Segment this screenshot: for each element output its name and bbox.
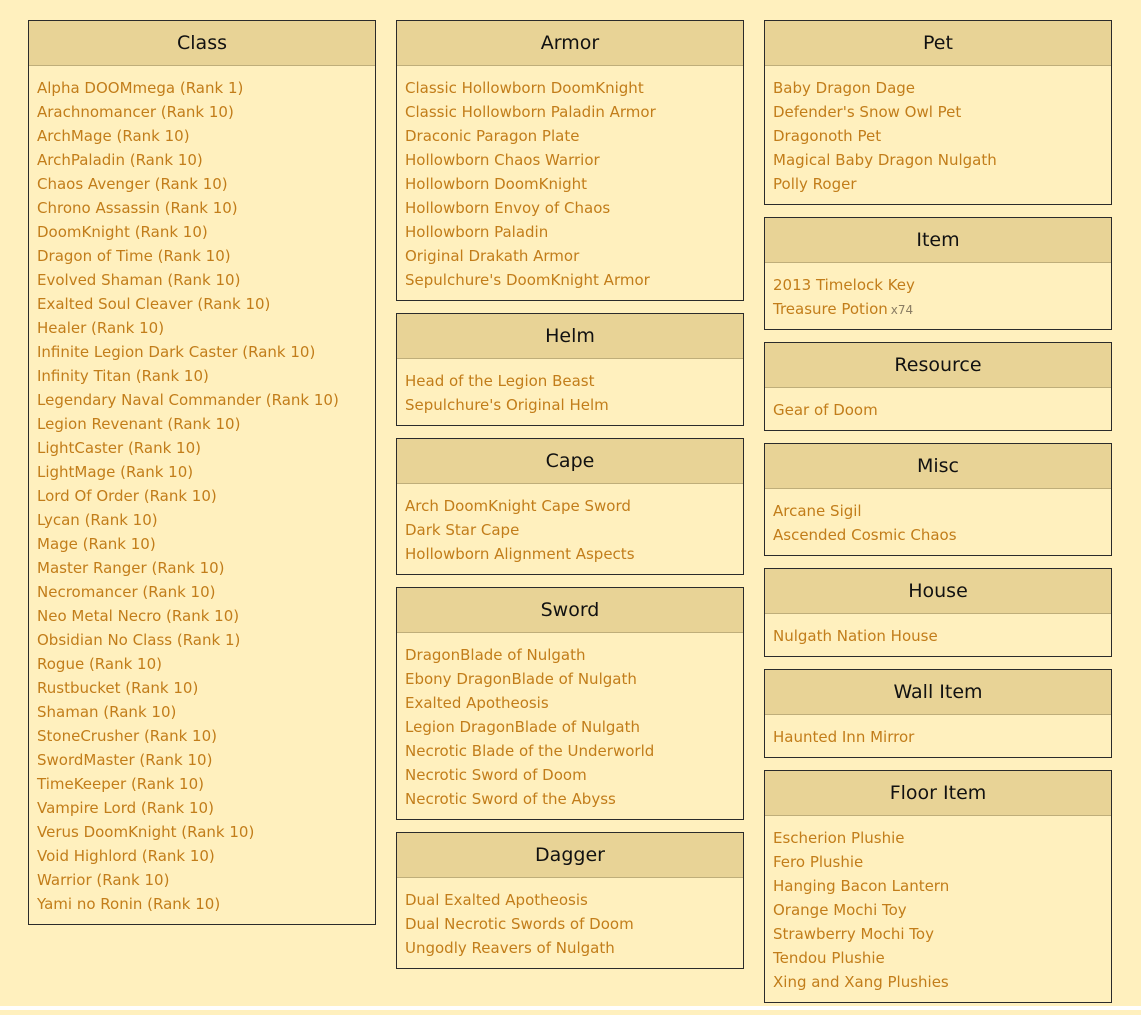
item-label[interactable]: Chrono Assassin (Rank 10) — [37, 199, 238, 217]
panel-title-misc: Misc — [765, 444, 1111, 489]
item-label[interactable]: 2013 Timelock Key — [773, 276, 915, 294]
item-label[interactable]: Magical Baby Dragon Nulgath — [773, 151, 997, 169]
item-link[interactable] — [37, 508, 367, 532]
panel-title-helm: Helm — [397, 314, 743, 359]
item-label[interactable]: Legion Revenant (Rank 10) — [37, 415, 241, 433]
item-label[interactable]: Rogue (Rank 10) — [37, 655, 162, 673]
item-quantity: x74 — [890, 303, 914, 317]
item-label[interactable]: Draconic Paragon Plate — [405, 127, 580, 145]
panel-title-pet: Pet — [765, 21, 1111, 66]
item-link[interactable] — [37, 580, 367, 604]
item-label[interactable]: Nulgath Nation House — [773, 627, 938, 645]
item-link[interactable] — [405, 76, 735, 100]
panel-list-misc — [765, 489, 1111, 555]
item-label[interactable]: Legion DragonBlade of Nulgath — [405, 718, 640, 736]
item-link[interactable] — [773, 624, 1103, 648]
item-label[interactable]: Arch DoomKnight Cape Sword — [405, 497, 631, 515]
item-label[interactable]: Dual Necrotic Swords of Doom — [405, 915, 634, 933]
item-link[interactable] — [37, 244, 367, 268]
panel-title-sword: Sword — [397, 588, 743, 633]
item-link[interactable] — [405, 787, 735, 811]
item-link[interactable] — [405, 936, 735, 960]
panel-cape — [396, 438, 744, 575]
panel-list-pet — [765, 66, 1111, 204]
panel-armor — [396, 20, 744, 301]
panel-pet — [764, 20, 1112, 205]
item-link[interactable] — [37, 676, 367, 700]
item-label[interactable]: Classic Hollowborn DoomKnight — [405, 79, 644, 97]
item-link[interactable] — [773, 850, 1103, 874]
item-label[interactable]: Healer (Rank 10) — [37, 319, 165, 337]
item-label[interactable]: Baby Dragon Dage — [773, 79, 916, 97]
item-label[interactable]: Original Drakath Armor — [405, 247, 580, 265]
panel-title-cape: Cape — [397, 439, 743, 484]
item-link[interactable] — [773, 898, 1103, 922]
item-link[interactable] — [37, 412, 367, 436]
panel-resource — [764, 342, 1112, 431]
item-label[interactable]: LightCaster (Rank 10) — [37, 439, 201, 457]
panel-helm — [396, 313, 744, 426]
item-link[interactable] — [405, 268, 735, 292]
panel-list-wall-item — [765, 715, 1111, 757]
item-label[interactable]: Hollowborn Paladin — [405, 223, 549, 241]
item-label[interactable]: Infinite Legion Dark Caster (Rank 10) — [37, 343, 316, 361]
item-link[interactable] — [37, 844, 367, 868]
item-link[interactable] — [405, 542, 735, 566]
item-label[interactable]: ArchPaladin (Rank 10) — [37, 151, 203, 169]
item-link[interactable] — [405, 518, 735, 542]
item-link[interactable] — [37, 76, 367, 100]
panel-list-sword — [397, 633, 743, 819]
item-label[interactable]: DoomKnight (Rank 10) — [37, 223, 208, 241]
item-label[interactable]: Lord Of Order (Rank 10) — [37, 487, 217, 505]
panel-list-armor — [397, 66, 743, 300]
item-label[interactable]: Yami no Ronin (Rank 10) — [37, 895, 221, 913]
item-link[interactable] — [405, 494, 735, 518]
item-link[interactable] — [405, 643, 735, 667]
item-label[interactable]: Lycan (Rank 10) — [37, 511, 158, 529]
panel-title-wall-item: Wall Item — [765, 670, 1111, 715]
item-label[interactable]: Warrior (Rank 10) — [37, 871, 170, 889]
page-bottom-edge — [0, 1006, 1141, 1010]
item-label[interactable]: Legendary Naval Commander (Rank 10) — [37, 391, 339, 409]
item-label[interactable]: Arcane Sigil — [773, 502, 862, 520]
item-link[interactable] — [405, 912, 735, 936]
item-label[interactable]: DragonBlade of Nulgath — [405, 646, 586, 664]
item-link[interactable] — [37, 460, 367, 484]
panel-floor-item — [764, 770, 1112, 1003]
item-link[interactable] — [37, 484, 367, 508]
item-label[interactable]: Defender's Snow Owl Pet — [773, 103, 962, 121]
item-link[interactable] — [405, 148, 735, 172]
item-label[interactable]: Infinity Titan (Rank 10) — [37, 367, 209, 385]
panel-list-item — [765, 263, 1111, 329]
item-label[interactable]: Sepulchure's Original Helm — [405, 396, 609, 414]
item-label[interactable]: Mage (Rank 10) — [37, 535, 156, 553]
item-link[interactable] — [773, 273, 1103, 297]
item-link[interactable] — [773, 124, 1103, 148]
item-link[interactable] — [37, 100, 367, 124]
item-link[interactable] — [37, 556, 367, 580]
item-label[interactable]: Orange Mochi Toy — [773, 901, 907, 919]
panel-sword — [396, 587, 744, 820]
item-label[interactable]: Hollowborn DoomKnight — [405, 175, 588, 193]
item-link[interactable] — [37, 340, 367, 364]
column-left — [28, 20, 376, 937]
item-label[interactable]: Ebony DragonBlade of Nulgath — [405, 670, 637, 688]
item-label[interactable]: Shaman (Rank 10) — [37, 703, 177, 721]
item-label[interactable]: Ungodly Reavers of Nulgath — [405, 939, 615, 957]
item-link[interactable] — [37, 124, 367, 148]
item-label[interactable]: Alpha DOOMmega (Rank 1) — [37, 79, 244, 97]
item-label[interactable]: StoneCrusher (Rank 10) — [37, 727, 217, 745]
item-link[interactable] — [405, 244, 735, 268]
item-link[interactable] — [37, 196, 367, 220]
item-link[interactable] — [405, 220, 735, 244]
panel-list-class — [29, 66, 375, 924]
item-link[interactable] — [37, 316, 367, 340]
item-label[interactable]: Vampire Lord (Rank 10) — [37, 799, 214, 817]
panel-title-house: House — [765, 569, 1111, 614]
panel-misc — [764, 443, 1112, 556]
item-label[interactable]: Exalted Soul Cleaver (Rank 10) — [37, 295, 271, 313]
item-link[interactable] — [37, 700, 367, 724]
panel-house — [764, 568, 1112, 657]
item-label[interactable]: Tendou Plushie — [773, 949, 885, 967]
item-label[interactable]: Hollowborn Alignment Aspects — [405, 545, 635, 563]
panel-title-armor: Armor — [397, 21, 743, 66]
panel-list-cape — [397, 484, 743, 574]
item-link[interactable] — [37, 172, 367, 196]
item-label[interactable]: Necromancer (Rank 10) — [37, 583, 216, 601]
item-label[interactable]: Exalted Apotheosis — [405, 694, 549, 712]
item-label[interactable]: Chaos Avenger (Rank 10) — [37, 175, 228, 193]
item-label[interactable]: Arachnomancer (Rank 10) — [37, 103, 234, 121]
item-link[interactable] — [405, 393, 735, 417]
item-label[interactable]: Xing and Xang Plushies — [773, 973, 949, 991]
panel-list-house — [765, 614, 1111, 656]
item-link[interactable] — [405, 667, 735, 691]
item-label[interactable]: TimeKeeper (Rank 10) — [37, 775, 204, 793]
panel-title-floor-item: Floor Item — [765, 771, 1111, 816]
item-label[interactable]: Sepulchure's DoomKnight Armor — [405, 271, 650, 289]
item-link[interactable] — [405, 739, 735, 763]
item-label[interactable]: Necrotic Sword of the Abyss — [405, 790, 616, 808]
column-middle — [396, 20, 744, 981]
item-link[interactable] — [37, 796, 367, 820]
item-label[interactable]: Fero Plushie — [773, 853, 864, 871]
item-label[interactable]: Dragonoth Pet — [773, 127, 882, 145]
item-link[interactable] — [405, 100, 735, 124]
item-label[interactable]: Polly Roger — [773, 175, 857, 193]
panel-item — [764, 217, 1112, 330]
panel-title-dagger: Dagger — [397, 833, 743, 878]
item-label[interactable]: Strawberry Mochi Toy — [773, 925, 934, 943]
item-link[interactable] — [37, 652, 367, 676]
panel-list-helm — [397, 359, 743, 425]
panel-title-class: Class — [29, 21, 375, 66]
item-link[interactable] — [37, 532, 367, 556]
item-link[interactable] — [37, 724, 367, 748]
item-link[interactable] — [37, 892, 367, 916]
item-label[interactable]: Evolved Shaman (Rank 10) — [37, 271, 241, 289]
item-link[interactable] — [773, 826, 1103, 850]
item-link[interactable] — [37, 292, 367, 316]
item-label[interactable]: SwordMaster (Rank 10) — [37, 751, 213, 769]
item-link[interactable] — [37, 604, 367, 628]
item-label[interactable]: Neo Metal Necro (Rank 10) — [37, 607, 240, 625]
item-label[interactable]: Verus DoomKnight (Rank 10) — [37, 823, 255, 841]
item-label[interactable]: Obsidian No Class (Rank 1) — [37, 631, 241, 649]
item-link[interactable] — [405, 124, 735, 148]
item-link[interactable] — [37, 628, 367, 652]
item-label[interactable]: Master Ranger (Rank 10) — [37, 559, 225, 577]
item-link[interactable] — [37, 220, 367, 244]
item-link[interactable] — [405, 888, 735, 912]
item-link[interactable] — [773, 148, 1103, 172]
item-label[interactable]: Hollowborn Envoy of Chaos — [405, 199, 611, 217]
item-label[interactable]: Rustbucket (Rank 10) — [37, 679, 199, 697]
item-link[interactable] — [405, 691, 735, 715]
item-link[interactable] — [37, 268, 367, 292]
item-label[interactable]: Haunted Inn Mirror — [773, 728, 915, 746]
item-label[interactable]: Hanging Bacon Lantern — [773, 877, 950, 895]
item-link[interactable] — [405, 172, 735, 196]
item-link[interactable] — [37, 364, 367, 388]
item-link[interactable] — [773, 523, 1103, 547]
item-link[interactable] — [773, 297, 1103, 321]
item-link[interactable] — [37, 868, 367, 892]
item-label[interactable]: Dark Star Cape — [405, 521, 520, 539]
item-label[interactable]: Classic Hollowborn Paladin Armor — [405, 103, 656, 121]
item-link[interactable] — [773, 946, 1103, 970]
item-label[interactable]: Hollowborn Chaos Warrior — [405, 151, 600, 169]
item-label[interactable]: Necrotic Sword of Doom — [405, 766, 587, 784]
panel-list-dagger — [397, 878, 743, 968]
panel-wall-item — [764, 669, 1112, 758]
item-label[interactable]: Escherion Plushie — [773, 829, 905, 847]
item-label[interactable]: LightMage (Rank 10) — [37, 463, 194, 481]
item-link[interactable] — [37, 748, 367, 772]
item-link[interactable] — [37, 772, 367, 796]
item-label[interactable]: Dual Exalted Apotheosis — [405, 891, 588, 909]
column-right — [764, 20, 1112, 1015]
item-label[interactable]: Dragon of Time (Rank 10) — [37, 247, 231, 265]
item-link[interactable] — [773, 874, 1103, 898]
item-link[interactable] — [773, 172, 1103, 196]
item-label[interactable]: Head of the Legion Beast — [405, 372, 595, 390]
item-label[interactable]: Gear of Doom — [773, 401, 878, 419]
panel-title-resource: Resource — [765, 343, 1111, 388]
item-link[interactable] — [773, 922, 1103, 946]
item-link[interactable] — [773, 100, 1103, 124]
item-link[interactable] — [37, 148, 367, 172]
item-link[interactable] — [37, 436, 367, 460]
item-label[interactable]: Treasure Potion — [773, 300, 888, 318]
item-label[interactable]: ArchMage (Rank 10) — [37, 127, 190, 145]
panel-list-floor-item — [765, 816, 1111, 1002]
item-link[interactable] — [773, 499, 1103, 523]
item-link[interactable] — [37, 820, 367, 844]
item-label[interactable]: Void Highlord (Rank 10) — [37, 847, 215, 865]
panel-list-resource — [765, 388, 1111, 430]
item-link[interactable] — [405, 763, 735, 787]
panel-class — [28, 20, 376, 925]
item-link[interactable] — [405, 196, 735, 220]
item-link[interactable] — [773, 970, 1103, 994]
item-link[interactable] — [773, 398, 1103, 422]
item-link[interactable] — [773, 725, 1103, 749]
item-label[interactable]: Necrotic Blade of the Underworld — [405, 742, 655, 760]
item-link[interactable] — [405, 369, 735, 393]
panel-dagger — [396, 832, 744, 969]
item-link[interactable] — [405, 715, 735, 739]
item-label[interactable]: Ascended Cosmic Chaos — [773, 526, 957, 544]
panel-title-item: Item — [765, 218, 1111, 263]
item-link[interactable] — [773, 76, 1103, 100]
item-link[interactable] — [37, 388, 367, 412]
